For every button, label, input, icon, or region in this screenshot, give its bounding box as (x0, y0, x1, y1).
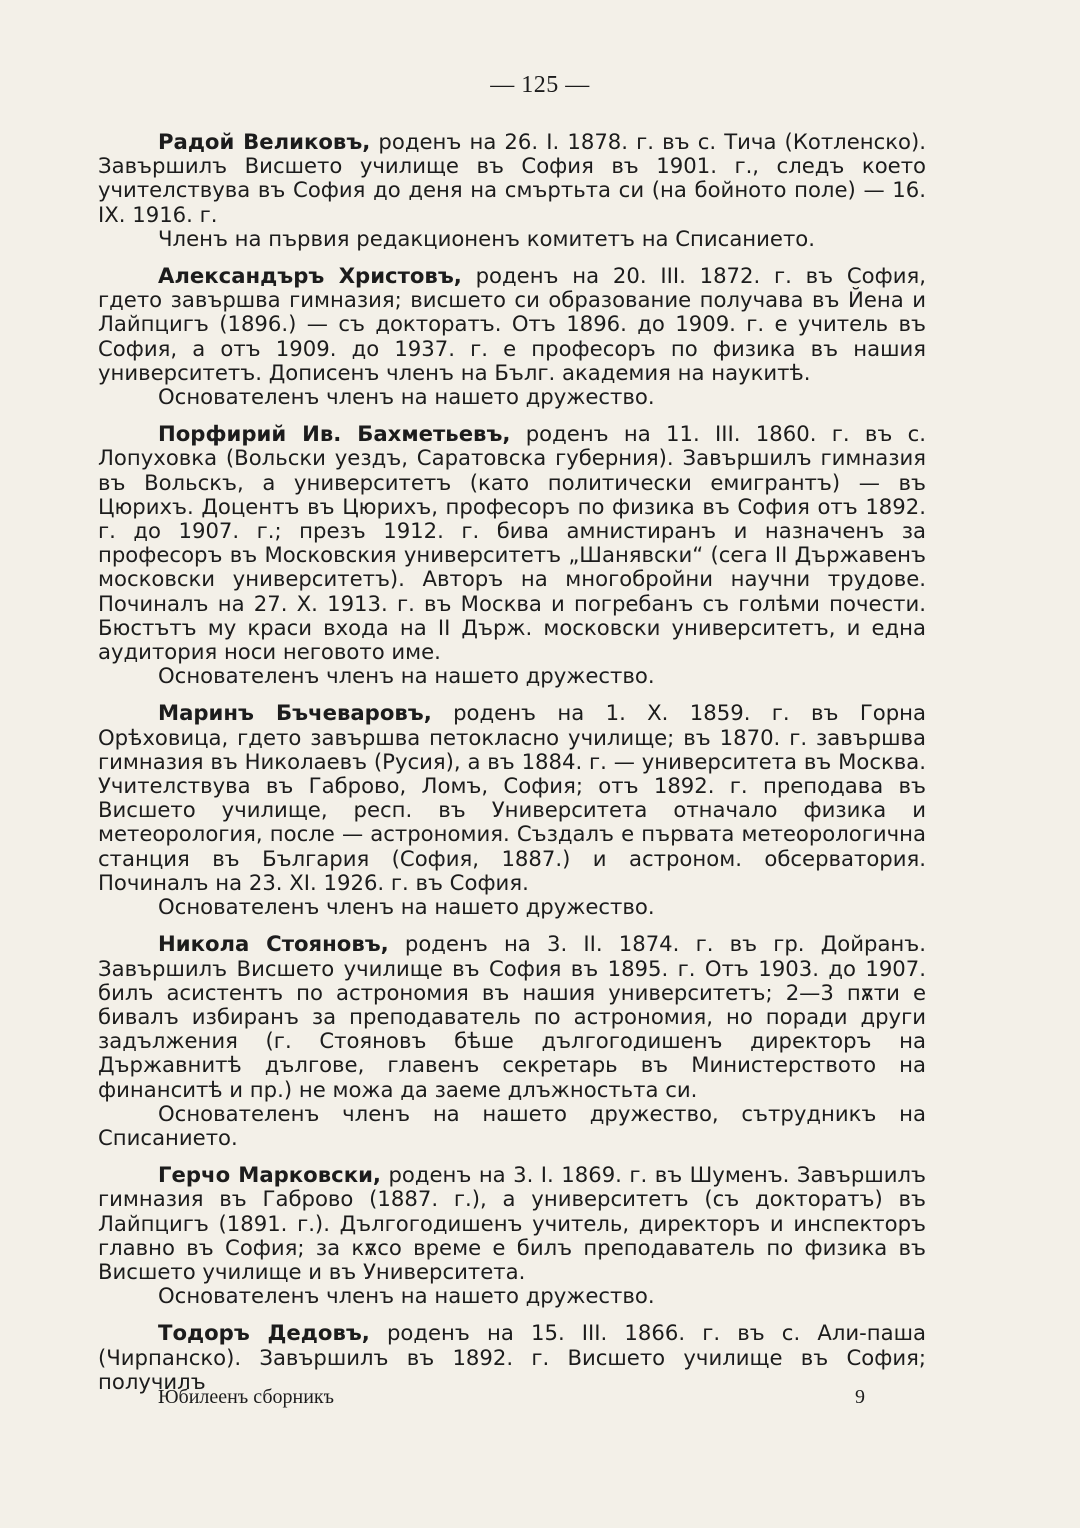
entry-note: Основателенъ членъ на нашето дружество, сътрудникъ на Списанието. (98, 1100, 926, 1150)
footer-signature: 9 (855, 1386, 865, 1408)
person-name: Радой Великовъ, (158, 129, 371, 154)
biography-entry (98, 701, 926, 919)
entry-bio-paragraph (98, 1321, 926, 1394)
person-name: Тодоръ Дедовъ, (158, 1320, 370, 1346)
entry-note: Членъ на първия редакционенъ комитетъ на Списанието. (158, 225, 816, 251)
biography-entry (98, 130, 926, 251)
entry-bio-paragraph (98, 264, 926, 385)
page-number: — 125 — (490, 72, 590, 98)
biography-entry (98, 1163, 926, 1308)
entry-bio-text: роденъ на 11. III. 1860. г. въ с. Лопуховка (Вольски уездъ, Саратовска губерния). Завършилъ гимназия въ Вольскъ, а университетъ (като политически емигрантъ) — въ Цюрихъ. Доцентъ въ Цюрихъ, професоръ по физика въ София отъ 1892. г. до 1907. г.; презъ 1912. г. бива амнистиранъ и назначенъ за професоръ въ Московския университетъ „Шанявски“ (сега II Държавенъ московски университетъ). Авторъ на многобройни научни трудове. Починалъ на 27. X. 1913. г. въ Москва и погребанъ съ голѣми почести. Бюстътъ му краси входа на II Държ. московски университетъ, и една аудитория носи неговото име. (98, 421, 926, 665)
entry-bio-paragraph (98, 130, 926, 227)
person-name: Александъръ Христовъ, (158, 263, 462, 289)
person-name: Маринъ Бъчеваровъ, (158, 700, 432, 726)
entry-note: Основателенъ членъ на нашето дружество. (158, 663, 655, 689)
entry-bio-text: роденъ на 26. I. 1878. г. въ с. Тича (Котленско). Завършилъ Висшето училище въ София въ 1901. г., следъ което учителствува въ София до деня на смъртьта си (на бойното поле) — 16. IX. 1916. г. (98, 129, 927, 227)
biography-entry (98, 932, 926, 1150)
biography-entry (98, 422, 926, 688)
entry-bio-paragraph (98, 1163, 926, 1284)
entry-note: Основателенъ членъ на нашето дружество. (158, 894, 655, 920)
entry-bio-text: роденъ на 20. III. 1872. г. въ София, гдето завършва гимназия; висшето си образование получава въ Йена и Лайпцигъ (1896.) — съ докторатъ. Отъ 1896. до 1909. г. е учитель въ София, а отъ 1909. до 1937. г. е професоръ по физика въ нашия университетъ. Дописенъ членъ на Бълг. академия на наукитѣ. (98, 263, 927, 385)
person-name: Герчо Марковски, (158, 1162, 381, 1188)
footer-title: Юбилеенъ сборникъ (158, 1386, 334, 1408)
entry-bio-paragraph (98, 701, 926, 895)
person-name: Порфирий Ив. Бахметьевъ, (158, 421, 511, 447)
entry-note: Основателенъ членъ на нашето дружество. (158, 384, 655, 410)
page-body (98, 130, 926, 1407)
person-name: Никола Стояновъ, (158, 931, 389, 957)
entry-note: Основателенъ членъ на нашето дружество. (158, 1283, 655, 1309)
entry-bio-text: роденъ на 1. X. 1859. г. въ Горна Орѣховица, гдето завършва петокласно училище; въ 1870. г. завършва гимназия въ Николаевъ (Русия), а въ 1884. г. — университета въ Москва. Учителствува въ Габрово, Ломъ, София; отъ 1892. г. преподава въ Висшето училище, респ. въ Университета отначало физика и метеорология, после — астрономия. Създалъ е първата метеорологична станция въ България (София, 1887.) и астроном. обсерватория. Починалъ на 23. XI. 1926. г. въ София. (98, 700, 926, 895)
entry-bio-text: роденъ на 15. III. 1866. г. въ с. Али-паша (Чирпанско). Завършилъ въ 1892. г. Висшето училище въ София; получилъ (98, 1320, 926, 1394)
entry-bio-text: роденъ на 3. II. 1874. г. въ гр. Дойранъ. Завършилъ Висшето училище въ София въ 1895. г. Отъ 1903. до 1907. билъ асистентъ по астрономия въ нашия университетъ; 2—3 пѫти е бивалъ избиранъ за преподаватель по астрономия, но поради други задължения (г. Стояновъ бѣше дългогодишенъ директоръ на Държавнитѣ дългове, главенъ секретарь въ Министерството на финанситѣ и пр.) не можа да заеме длъжностьта си. (98, 931, 926, 1102)
entry-bio-text: роденъ на 3. I. 1869. г. въ Шуменъ. Завършилъ гимназия въ Габрово (1887. г.), а университетъ (съ докторатъ) въ Лайпцигъ (1891. г.). Дългогодишенъ учитель, директоръ и инспекторъ главно въ София; за кѫсо време е билъ преподаватель по физика въ Висшето училище и въ Университета. (98, 1162, 926, 1284)
entry-bio-paragraph (98, 932, 926, 1101)
biography-entry (98, 264, 926, 409)
biography-entry (98, 1321, 926, 1394)
entry-bio-paragraph (98, 422, 926, 664)
